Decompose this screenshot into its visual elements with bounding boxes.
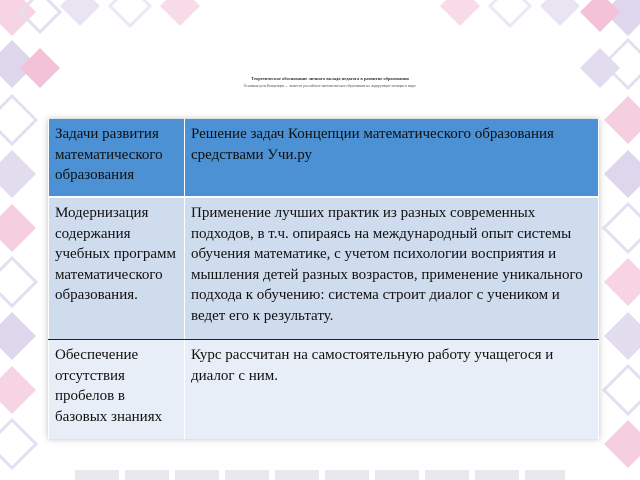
slide-title: Теоретическое обоснование личного вклада педагога в развитие образования: [251, 76, 409, 81]
slide-subtitle: Основная цель Концепции — вывести российское математическое образование на лидирующие позиции в мире.: [243, 84, 417, 88]
top-diamond-row: [60, 0, 580, 26]
bottom-decor-strip: [75, 470, 565, 480]
header-cell-tasks: Задачи развития математического образования: [49, 119, 185, 197]
header-cell-solutions: Решение задач Концепции математического образования средствами Учи.ру: [185, 119, 599, 197]
table-header-row: [49, 119, 599, 197]
concept-table: [48, 119, 599, 439]
task-cell: Обеспечение отсутствия пробелов в базовых знаниях: [49, 340, 185, 440]
table-row: [49, 340, 599, 440]
table-row: [49, 197, 599, 340]
solution-cell: Применение лучших практик из разных современных подходов, в т.ч. опираясь на международный опыт системы обучения математике, с учетом психологии восприятия и мышления детей разных возрастов, применение уникального подхода к обучению: система строит диалог с учеником и ведет его к результату.: [185, 197, 599, 340]
solution-cell: Курс рассчитан на самостоятельную работу учащегося и диалог с ним.: [185, 340, 599, 440]
task-cell: Модернизация содержания учебных программ математического образования.: [49, 197, 185, 340]
